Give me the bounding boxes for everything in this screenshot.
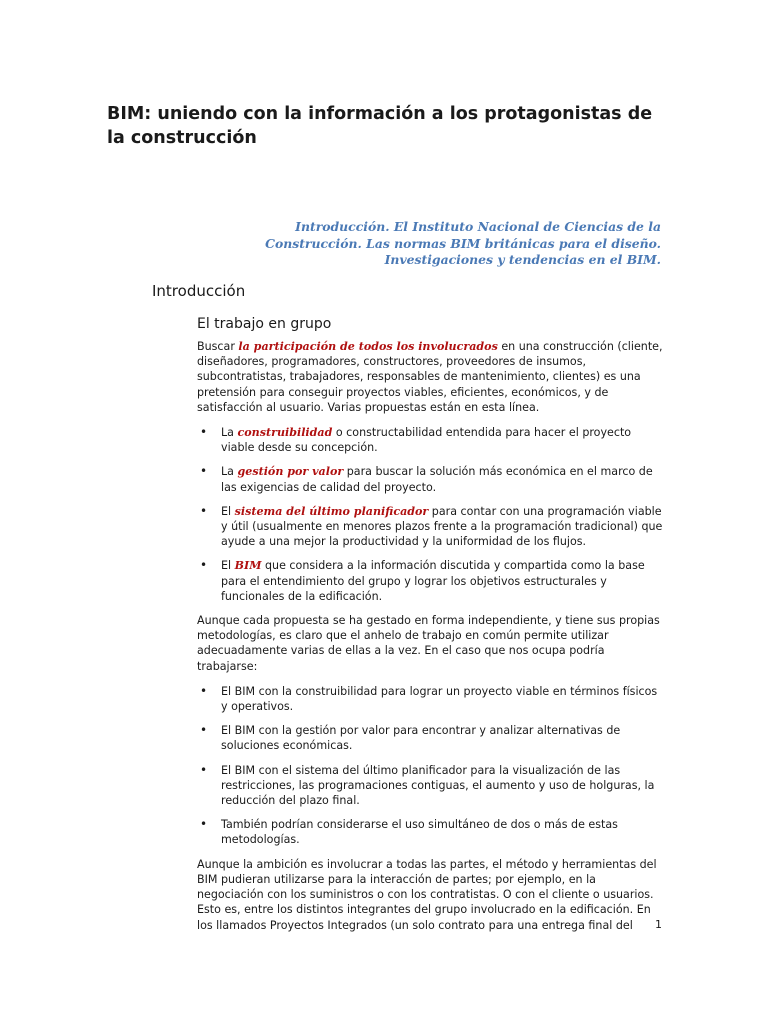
body-text	[197, 339, 663, 943]
paragraph-1-post: en una construcción (cliente, diseñadores, programadores, constructores, proveedores de insumos, subcontratistas, trabajadores, responsables de mantenimiento, clientes) es una pretensión para conseguir proyectos viables, eficientes, económicos, y de satisfacción al usuario. Varias propuestas están en esta línea.	[197, 340, 663, 414]
paragraph-2: Aunque cada propuesta se ha gestado en forma independiente, y tiene sus propias metodologías, es claro que el anhelo de trabajo en común permite utilizar adecuadamente varias de ellas a la vez. En el caso que nos ocupa podría trabajarse:	[197, 614, 660, 673]
document-title: BIM: uniendo con la información a los protagonistas de la construcción	[107, 104, 653, 148]
list-item	[197, 817, 663, 847]
page-number: 1	[655, 918, 662, 931]
list-item	[197, 723, 663, 753]
methods-list	[197, 425, 663, 604]
emphasis-construibilidad: construibilidad	[237, 426, 333, 440]
list-item-post: para buscar la solución más económica en el marco de las exigencias de calidad del proyecto.	[221, 465, 653, 494]
list-item-post: que considera a la información discutida y compartida como la base para el entendimiento del grupo y lograr los objetivos estructurales y funcionales de la edificación.	[221, 559, 645, 603]
list-item	[197, 504, 663, 550]
bullet-icon: •	[200, 762, 208, 777]
abstract: Introducción. El Instituto Nacional de Ciencias de la Construcción. Las normas BIM británicas para el diseño. Investigaciones y tendencias en el BIM.	[265, 219, 661, 267]
bullet-icon: •	[200, 817, 208, 832]
emphasis-bim: BIM	[234, 559, 262, 573]
list-item	[197, 763, 663, 809]
section-heading: Introducción	[152, 282, 246, 300]
bullet-icon: •	[200, 723, 208, 738]
list-item-post: para contar con una programación viable y útil (usualmente en menores plazos frente a la programación tradicional) que ayude a una mejor la productividad y la uniformidad de los flujos.	[221, 504, 663, 549]
paragraph-1	[197, 339, 663, 415]
list-item-text: El BIM con la construibilidad para lograr un proyecto viable en términos físicos y operativos.	[221, 684, 658, 714]
bullet-icon: •	[200, 558, 208, 573]
list-item-pre: La	[221, 426, 238, 440]
emphasis-gestion-por-valor: gestión por valor	[237, 465, 344, 479]
paragraph-3: Aunque la ambición es involucrar a todas las partes, el método y herramientas del BIM pudieran utilizarse para la interacción de partes; por ejemplo, en la negociación con los suministros o con los contratistas. O con el cliente o usuarios. Esto es, entre los distintos integrantes del grupo involucrado en la edificación. En los llamados Proyectos Integrados (un solo contrato para una entrega final del	[197, 857, 657, 932]
bullet-icon: •	[200, 464, 208, 479]
list-item	[197, 684, 663, 714]
list-item-post: o constructabilidad entendida para hacer el proyecto viable desde su concepción.	[221, 426, 632, 455]
emphasis-ultimo-planificador: sistema del último planificador	[234, 504, 429, 518]
list-item-pre: La	[221, 465, 238, 479]
list-item-pre: El	[221, 504, 235, 518]
emphasis-participacion: la participación de todos los involucrados	[238, 340, 498, 353]
list-item-pre: El	[221, 559, 235, 573]
list-item-text: También podrían considerarse el uso simultáneo de dos o más de estas metodologías.	[221, 818, 618, 847]
list-item-text: El BIM con el sistema del último planificador para la visualización de las restricciones, las programaciones contiguas, el aumento y uso de holguras, la reducción del plazo final.	[221, 763, 655, 808]
subsection-heading: El trabajo en grupo	[197, 316, 332, 332]
list-item-text: El BIM con la gestión por valor para encontrar y analizar alternativas de soluciones económicas.	[221, 724, 621, 753]
combinations-list	[197, 684, 663, 848]
list-item	[197, 558, 663, 604]
bullet-icon: •	[200, 503, 208, 518]
paragraph-1-pre: Buscar	[197, 340, 239, 353]
list-item	[197, 425, 663, 455]
bullet-icon: •	[200, 683, 208, 698]
list-item	[197, 464, 663, 494]
bullet-icon: •	[200, 425, 208, 440]
